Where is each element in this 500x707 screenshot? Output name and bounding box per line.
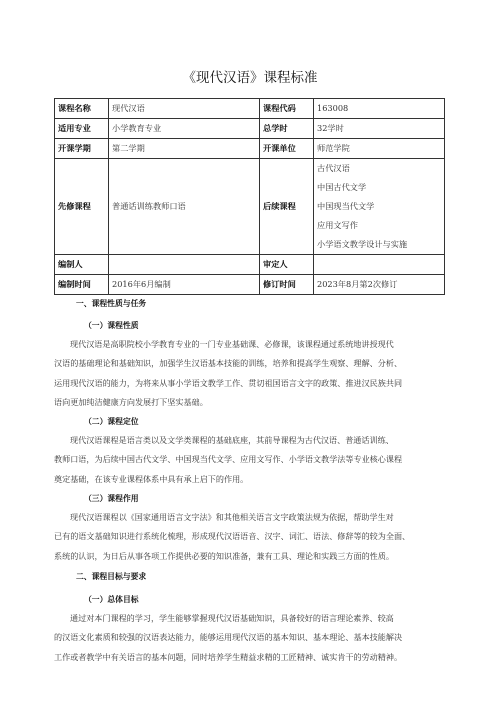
course-name-value: 现代汉语 bbox=[109, 99, 260, 119]
hours-label: 总学时 bbox=[260, 119, 314, 139]
paragraph-goals bbox=[54, 609, 446, 667]
unit-label: 开课单位 bbox=[260, 139, 314, 159]
subsection-heading-goals: （一）总体目标 bbox=[84, 595, 139, 604]
paragraph-line: 语向更加纯洁健康方向发展打下坚实基础。 bbox=[54, 396, 208, 407]
author-value bbox=[109, 255, 260, 275]
paragraph-nature bbox=[54, 335, 446, 412]
course-code-value: 163008 bbox=[314, 99, 445, 119]
paragraph-line: 奠定基础，在该专业课程体系中具有承上启下的作用。 bbox=[54, 473, 249, 484]
table-row bbox=[55, 99, 445, 119]
paragraph-line: 工作或者教学中有关语言的基本问题，同时培养学生精益求精的工匠精神、诚实肯干的劳动精神。 bbox=[54, 651, 403, 662]
document-title: 《现代汉语》课程标准 bbox=[182, 70, 318, 86]
revised-date-value: 2023年8月第2次修订 bbox=[314, 275, 445, 295]
table-row bbox=[55, 139, 445, 159]
paragraph-position bbox=[54, 431, 446, 489]
paragraph-role bbox=[54, 508, 446, 566]
prerequisite-value: 普通话训练教师口语 bbox=[109, 159, 260, 255]
paragraph-line: 现代汉语是高职院校小学教育专业的一门专业基础课、必修课，该课程通过系统地讲授现代 bbox=[70, 339, 394, 349]
revised-date-label: 修订时间 bbox=[260, 275, 314, 295]
table-row bbox=[55, 255, 445, 275]
paragraph-line: 已有的语文基础知识进行系统化梳理，形成现代汉语语音、汉字、词汇、语法、修辞等的较为全面、 bbox=[54, 531, 411, 542]
major-label: 适用专业 bbox=[55, 119, 109, 139]
list-item: 小学语文教学设计与实施 bbox=[317, 239, 408, 249]
course-info-table bbox=[54, 98, 445, 295]
major-value: 小学教育专业 bbox=[109, 119, 260, 139]
paragraph-line: 运用现代汉语的能力，为将来从事小学语文教学工作、贯切祖国语言文字的政策、推进汉民族共同 bbox=[54, 377, 403, 388]
section-heading-2: 二、课程目标与要求 bbox=[76, 572, 147, 581]
unit-value: 师范学院 bbox=[314, 139, 445, 159]
subsection-heading-nature: （一）课程性质 bbox=[84, 321, 139, 330]
paragraph-line: 通过对本门课程的学习，学生能够掌握现代汉语基础知识，具备较好的语言理论素养、较高 bbox=[70, 613, 394, 623]
paragraph-line: 现代汉语课程以《国家通用语言文字法》和其他相关语言文字政策法规为依据，帮助学生对 bbox=[70, 512, 394, 522]
reviewer-label: 审定人 bbox=[260, 255, 314, 275]
course-name-label: 课程名称 bbox=[55, 99, 109, 119]
course-code-label: 课程代码 bbox=[260, 99, 314, 119]
list-item: 中国现当代文学 bbox=[317, 201, 375, 211]
list-item: 中国古代文学 bbox=[317, 182, 367, 192]
prerequisite-label: 先修课程 bbox=[55, 159, 109, 255]
table-row bbox=[55, 119, 445, 139]
subsection-heading-role: （三）课程作用 bbox=[84, 494, 139, 503]
table-row bbox=[55, 159, 445, 255]
follow-up-label: 后续课程 bbox=[260, 159, 314, 255]
hours-value: 32学时 bbox=[314, 119, 445, 139]
subsection-heading-position: （二）课程定位 bbox=[84, 417, 139, 426]
made-date-label: 编制时间 bbox=[55, 275, 109, 295]
term-value: 第二学期 bbox=[109, 139, 260, 159]
list-item: 古代汉语 bbox=[317, 163, 350, 173]
reviewer-value bbox=[314, 255, 445, 275]
author-label: 编制人 bbox=[55, 255, 109, 275]
paragraph-line: 的汉语文化素质和较强的汉语表达能力，能够运用现代汉语的基本知识、基本理论、基本技能解决 bbox=[54, 632, 403, 643]
section-heading-1: 一、课程性质与任务 bbox=[76, 299, 147, 308]
paragraph-line: 系统的认识，为日后从事各项工作提供必要的知识准备，兼有工具、理论和实践三方面的性质。 bbox=[54, 550, 394, 561]
list-item: 应用文写作 bbox=[317, 220, 358, 230]
paragraph-line: 现代汉语课程是语言类以及文学类课程的基础底座，其前导课程为古代汉语、普通话训练、 bbox=[70, 435, 394, 445]
paragraph-line: 教师口语，为后续中国古代文学、中国现当代文学、应用文写作、小学语文教学法等专业核心课程 bbox=[54, 454, 403, 465]
paragraph-line: 汉语的基础理论和基础知识，加强学生汉语基本技能的训练，培养和提高学生观察、理解、分析、 bbox=[54, 358, 403, 369]
made-date-value: 2016年6月编制 bbox=[109, 275, 260, 295]
term-label: 开课学期 bbox=[55, 139, 109, 159]
follow-up-courses bbox=[314, 159, 445, 255]
table-row bbox=[55, 275, 445, 295]
